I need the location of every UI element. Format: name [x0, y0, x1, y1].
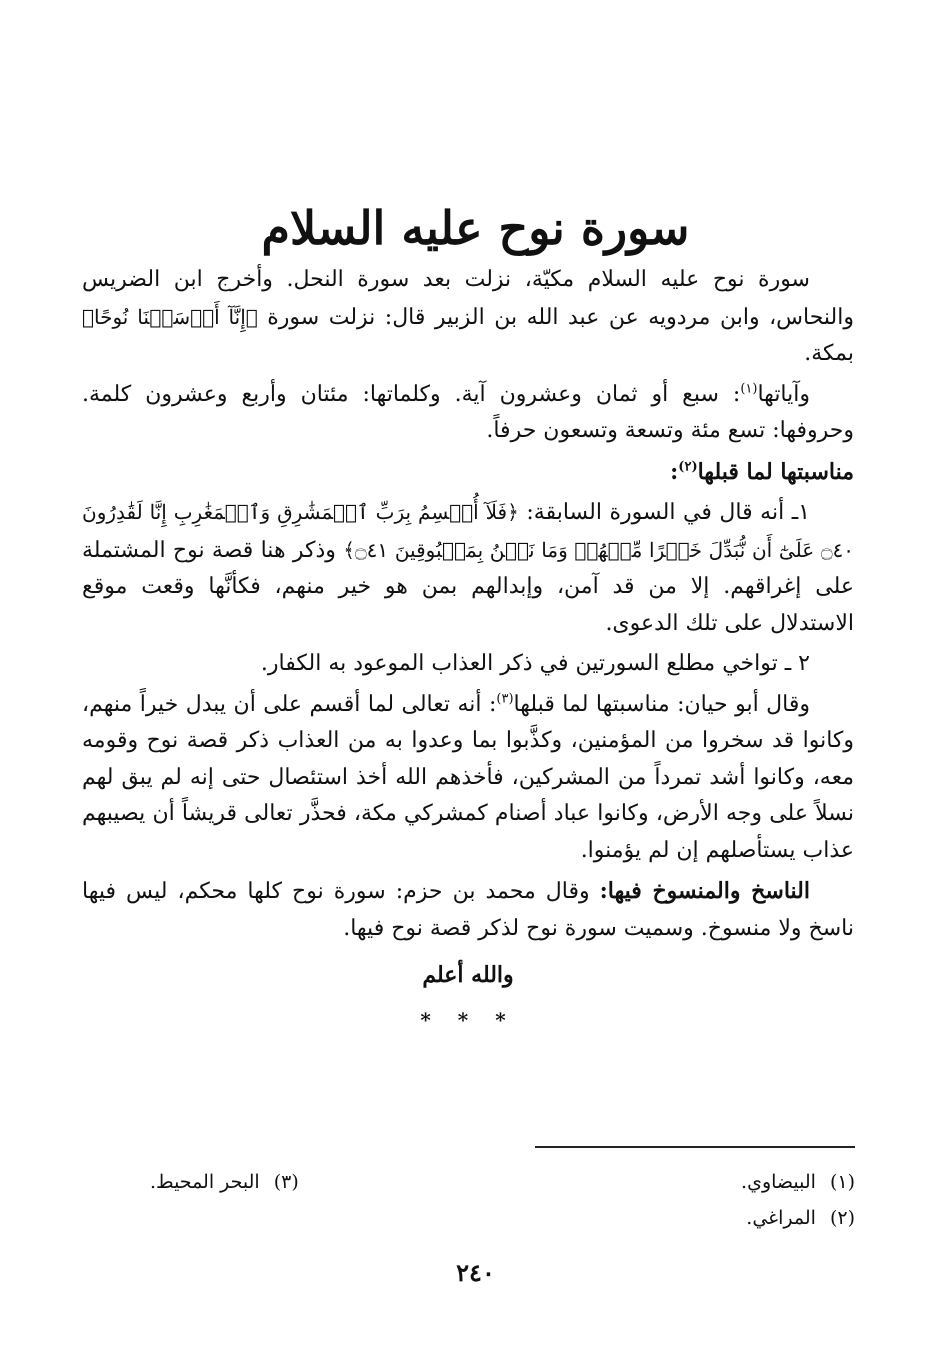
footnote-1	[741, 1164, 855, 1200]
relation-heading	[82, 454, 854, 491]
point-1-text-a: ١ـ أنه قال في السورة السابقة:	[518, 500, 810, 525]
point-2-paragraph: ٢ ـ تواخي مطلع السورتين في ذكر العذاب الموعود به الكفار.	[260, 651, 810, 676]
footnotes-column-right	[741, 1164, 855, 1236]
quran-verse-intro: ﴿إِنَّآ أَرۡسَلۡنَا نُوحًا﴾	[82, 304, 258, 329]
abrogation-text: وقال محمد بن حزم: سورة نوح كلها محكم، ليس فيها ناسخ ولا منسوخ. وسميت سورة نوح لذكر قصة نوح فيها.	[82, 879, 854, 941]
page-number: ٢٤٠	[456, 1258, 495, 1287]
footnote-ref-3[interactable]: (٣)	[496, 691, 514, 707]
closing-phrase: والله أعلم	[422, 962, 514, 988]
body-text	[82, 262, 854, 1038]
footnote-3-number: (٣)	[273, 1171, 299, 1193]
relation-heading-label: مناسبتها لما قبلها	[697, 458, 854, 485]
footnotes	[150, 1164, 855, 1236]
footnote-divider	[535, 1146, 855, 1148]
abu-hayyan-text-b: : أنه تعالى لما أقسم على أن يبدل خيراً منهم، وكانوا قد سخروا من المؤمنين، وكذَّبوا بما وعدوا به من العذاب ذكر قصة نوح وقومه معه، وكانوا أشد تمرداً من المشركين، فأخذهم الله أخذ استئصال حتى إنه لم يبق لهم نسلاً على وجه الأرض، وكانوا عباد أصنام كمشركي مكة، فحذَّر تعالى قريشاً أن يصيبهم عذاب يستأصلهم إن لم يؤمنوا.	[82, 691, 854, 863]
point-1-paragraph	[82, 494, 854, 642]
intro-text-b: بمكة.	[804, 341, 854, 366]
abrogation-paragraph	[82, 873, 854, 947]
intro-text-a: سورة نوح عليه السلام مكيّة، نزلت بعد سورة النحل. وأخرج ابن الضريس والنحاس، وابن مردويه عن عبد الله بن الزبير قال: نزلت سورة	[82, 267, 855, 330]
point-1-text-b: وذكر هنا قصة نوح المشتملة على إغراقهم. إلا من قد آمن، وإبدالهم بمن هو خير منهم، فكأنَّها وقعت موقع الاستدلال على تلك الدعوى.	[82, 537, 854, 636]
relation-heading-colon: :	[670, 458, 679, 485]
footnote-2-text: المراغي.	[746, 1207, 816, 1229]
footnote-3-text: البحر المحيط.	[150, 1171, 260, 1193]
footnote-ref-2[interactable]: (٢)	[678, 459, 698, 475]
footnote-2	[746, 1200, 855, 1236]
footnote-1-number: (١)	[829, 1171, 855, 1193]
footnote-3	[150, 1164, 299, 1200]
abu-hayyan-paragraph	[82, 687, 854, 870]
footnote-1-text: البيضاوي.	[741, 1171, 816, 1193]
footnote-2-number: (٢)	[829, 1207, 855, 1229]
chapter-title: سورة نوح عليه السلام	[261, 200, 690, 255]
footnotes-column-left	[150, 1164, 299, 1236]
abu-hayyan-text-a: وقال أبو حيان: مناسبتها لما قبلها	[513, 691, 810, 717]
verses-count-paragraph	[82, 377, 854, 450]
verses-count-text-a: وآياتها	[757, 381, 810, 407]
footnote-ref-1[interactable]: (١)	[740, 381, 758, 397]
verses-count-text-b: : سبع أو ثمان وعشرون آية. وكلماتها: مئتان وأربع وعشرون كلمة. وحروفها: تسع مئة وتسعة وتسعون حرفاً.	[82, 381, 854, 443]
section-separator: * * *	[420, 1007, 516, 1032]
quran-verse-point-1: ﴿فَلَآ أُقۡسِمُ بِرَبِّ ٱلۡمَشَٰرِقِ وَٱلۡمَغَٰرِبِ إِنَّا لَقَٰدِرُونَ ۝٤٠ عَلَىٰٓ أَن نُّبَدِّلَ خَيۡرًا مِّنۡهُمۡ وَمَا نَحۡنُ بِمَسۡبُوقِينَ ۝٤١﴾	[82, 500, 855, 562]
abrogation-label: الناسخ والمنسوخ فيها:	[599, 878, 810, 904]
intro-paragraph	[82, 262, 854, 373]
